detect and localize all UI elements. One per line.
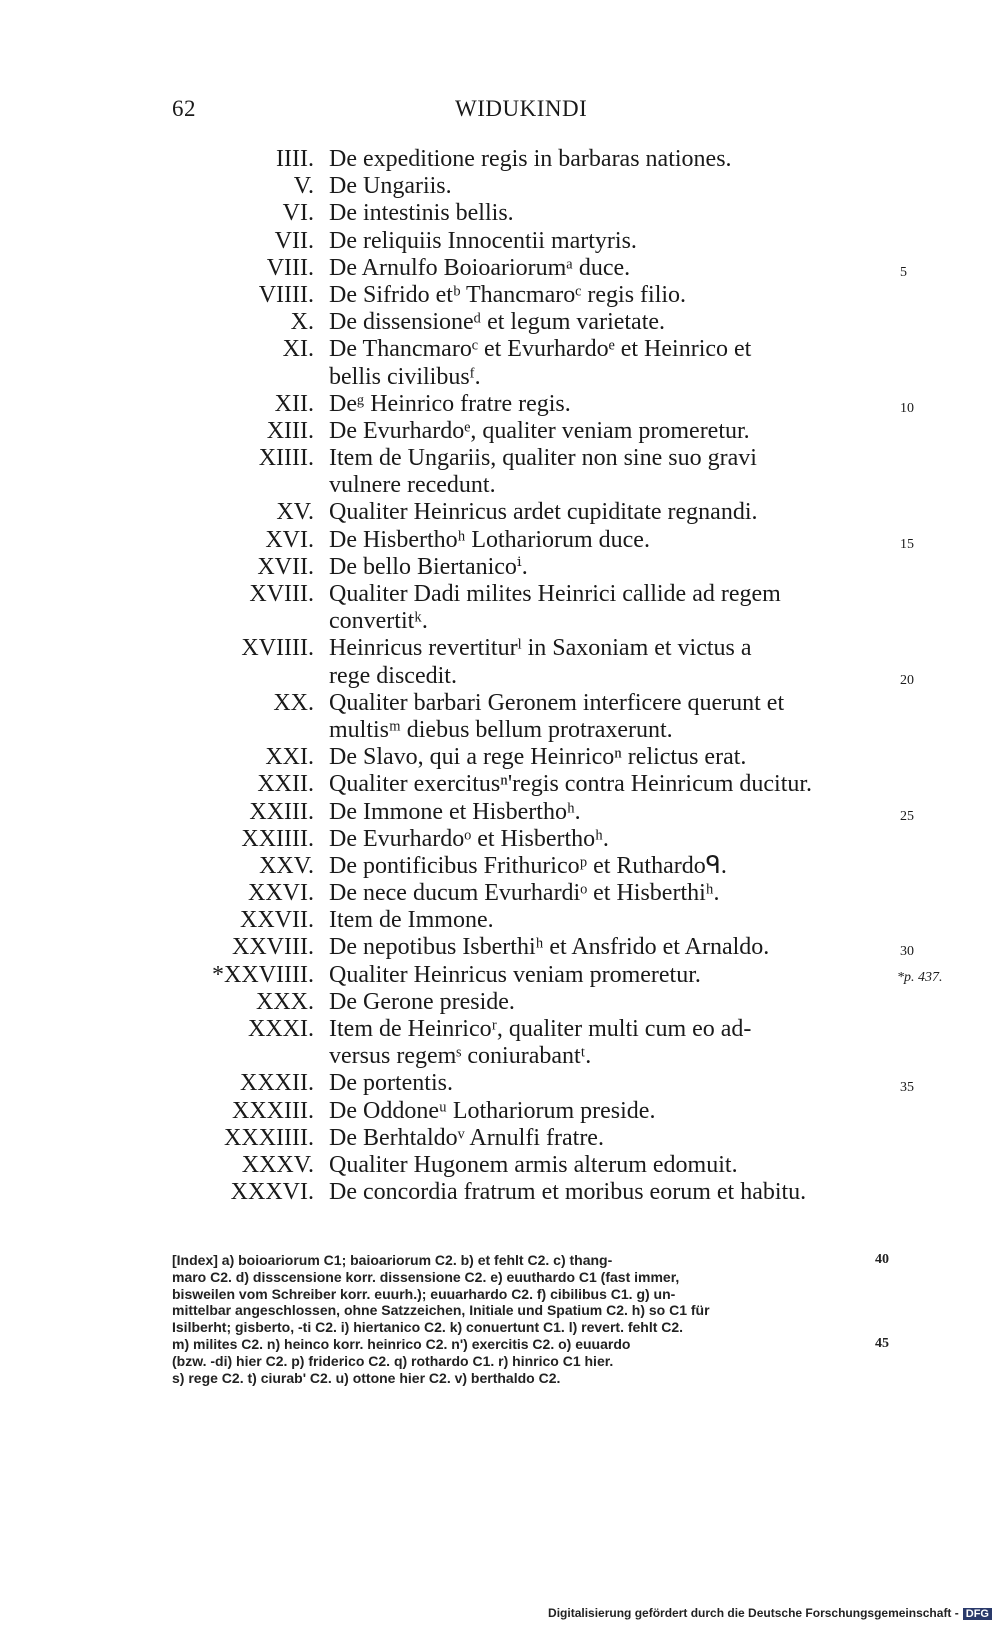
margin-page-note: *p. 437. bbox=[897, 969, 943, 985]
chapter-number: XXVIII. bbox=[232, 934, 314, 961]
chapter-number: XXI. bbox=[265, 744, 314, 771]
index-entry bbox=[0, 1043, 1000, 1070]
index-entry bbox=[0, 880, 1000, 907]
index-entry bbox=[0, 527, 1000, 554]
chapter-title: Item de Ungariis, qualiter non sine suo gravi bbox=[329, 445, 757, 472]
index-entry bbox=[0, 717, 1000, 744]
index-entry bbox=[0, 499, 1000, 526]
chapter-number: XXXII. bbox=[240, 1070, 314, 1097]
footer-credit bbox=[548, 1606, 992, 1620]
index-entry bbox=[0, 472, 1000, 499]
chapter-title: De reliquiis Innocentii martyris. bbox=[329, 227, 637, 254]
index-entry bbox=[0, 635, 1000, 662]
chapter-title: De bello Biertanicoⁱ. bbox=[329, 553, 528, 580]
footnote-text: maro C2. d) disscensione korr. dissensione C2. e) euuthardo C1 (fast immer, bbox=[172, 1268, 680, 1285]
footnote-line bbox=[172, 1353, 892, 1370]
chapter-number: VI. bbox=[282, 200, 314, 227]
footnote-line bbox=[172, 1319, 892, 1336]
index-entry bbox=[0, 418, 1000, 445]
index-entry bbox=[0, 173, 1000, 200]
index-entry bbox=[0, 1152, 1000, 1179]
chapter-number: XII. bbox=[274, 390, 314, 417]
index-entry bbox=[0, 391, 1000, 418]
footnote-text: (bzw. -di) hier C2. p) friderico C2. q) rothardo C1. r) hinrico C1 hier. bbox=[172, 1352, 614, 1369]
chapter-title: De nepotibus Isberthiʰ et Ansfrido et Arnaldo. bbox=[329, 934, 770, 961]
chapter-title: Qualiter exercitusⁿ'regis contra Heinricum ducitur. bbox=[329, 771, 813, 798]
chapter-number: XVIIII. bbox=[241, 635, 314, 662]
index-entry bbox=[0, 309, 1000, 336]
footnote-text: bisweilen vom Schreiber korr. euurh.); euuarhardo C2. f) cibilibus C1. g) un- bbox=[172, 1285, 676, 1302]
footnote-line bbox=[172, 1370, 892, 1387]
footnote-line bbox=[172, 1302, 892, 1319]
chapter-number: XXXV. bbox=[241, 1151, 314, 1178]
chapter-title: Item de Heinricoʳ, qualiter multi cum eo ad- bbox=[329, 1016, 752, 1042]
index-entry bbox=[0, 255, 1000, 282]
chapter-number: XIIII. bbox=[258, 445, 314, 472]
chapter-number: XI. bbox=[282, 336, 314, 363]
chapter-title: De Evurhardoᵒ et Hisberthoʰ. bbox=[329, 825, 609, 852]
footnote-text: mittelbar angeschlossen, ohne Satzzeichen, Initiale und Spatium C2. h) so C1 für bbox=[172, 1302, 710, 1319]
index-entry bbox=[0, 200, 1000, 227]
index-entry bbox=[0, 799, 1000, 826]
chapter-number: XXXVI. bbox=[230, 1179, 314, 1206]
margin-line-number: 20 bbox=[900, 672, 914, 688]
margin-line-number: 10 bbox=[900, 400, 914, 416]
index-entry bbox=[0, 1016, 1000, 1043]
chapter-title: Item de Immone. bbox=[329, 907, 494, 934]
chapter-number: XXXIIII. bbox=[224, 1124, 314, 1151]
chapter-title: De Arnulfo Boioariorumᵃ duce. bbox=[329, 254, 631, 281]
margin-line-number: 30 bbox=[900, 944, 914, 960]
index-entry bbox=[0, 336, 1000, 363]
dfg-logo: DFG bbox=[963, 1608, 992, 1620]
chapter-title: De Immone et Hisberthoʰ. bbox=[329, 798, 581, 825]
footnote-text: [Index] a) boioariorum C1; baioariorum C2. b) et fehlt C2. c) thang- bbox=[172, 1252, 613, 1268]
chapter-number: XXX. bbox=[256, 988, 314, 1015]
index-entry bbox=[0, 282, 1000, 309]
footnote-line bbox=[172, 1336, 892, 1353]
chapter-number: *XXVIIII. bbox=[212, 961, 314, 988]
chapter-title: De Thancmaroᶜ et Evurhardoᵉ et Heinrico et bbox=[329, 336, 752, 363]
margin-line-number: 40 bbox=[875, 1252, 889, 1267]
chapter-number: XXXIII. bbox=[232, 1097, 314, 1124]
index-entry bbox=[0, 744, 1000, 771]
chapter-title: Qualiter barbari Geronem interficere querunt et bbox=[329, 689, 785, 716]
footnotes bbox=[172, 1252, 892, 1386]
chapter-title: De Hisberthoʰ Lothariorum duce. bbox=[329, 526, 650, 553]
index-entry bbox=[0, 826, 1000, 853]
chapter-title: De Sifrido etᵇ Thancmaroᶜ regis filio. bbox=[329, 281, 687, 308]
index-entry bbox=[0, 1070, 1000, 1097]
chapter-title: De Oddoneᵘ Lothariorum preside. bbox=[329, 1097, 656, 1124]
chapter-number: X. bbox=[290, 309, 314, 336]
margin-line-number: 15 bbox=[900, 536, 914, 552]
footnote-text: m) milites C2. n) heinco korr. heinrico C2. n') exercitis C2. o) euuardo bbox=[172, 1335, 631, 1352]
chapter-title: vulnere recedunt. bbox=[329, 472, 496, 499]
chapter-number: XV. bbox=[276, 499, 314, 526]
chapter-number: XXVI. bbox=[248, 880, 314, 907]
chapter-number: XX. bbox=[273, 689, 314, 716]
chapter-number: XVII. bbox=[257, 553, 314, 580]
chapter-title: multisᵐ diebus bellum protraxerunt. bbox=[329, 716, 673, 743]
chapter-title: bellis civilibusᶠ. bbox=[329, 363, 481, 390]
chapter-title: De pontificibus Frithuricoᵖ et Ruthardoᑫ. bbox=[329, 852, 727, 879]
index-entry bbox=[0, 1125, 1000, 1152]
index-entry bbox=[0, 146, 1000, 173]
index-entry bbox=[0, 690, 1000, 717]
chapter-number: V. bbox=[293, 173, 314, 200]
footnote-line bbox=[172, 1286, 892, 1303]
chapter-number: XXII. bbox=[257, 771, 314, 798]
index-entry bbox=[0, 771, 1000, 798]
chapter-title: De portentis. bbox=[329, 1070, 453, 1097]
chapter-number: XXIIII. bbox=[241, 825, 314, 852]
chapter-title: De Slavo, qui a rege Heinricoⁿ relictus erat. bbox=[329, 744, 747, 771]
chapter-number: XIII. bbox=[266, 417, 314, 444]
chapter-title: De intestinis bellis. bbox=[329, 200, 514, 227]
chapter-title: convertitᵏ. bbox=[329, 608, 428, 635]
chapter-title: De nece ducum Evurhardiᵒ et Hisberthiʰ. bbox=[329, 880, 720, 907]
chapter-title: De Evurhardoᵉ, qualiter veniam promeretur. bbox=[329, 417, 750, 444]
chapter-title: De concordia fratrum et moribus eorum et habitu. bbox=[329, 1179, 807, 1206]
index-entry bbox=[0, 989, 1000, 1016]
chapter-number: XXXI. bbox=[248, 1016, 314, 1042]
index-entry bbox=[0, 962, 1000, 989]
chapter-title: Heinricus revertiturˡ in Saxoniam et victus a bbox=[329, 635, 752, 662]
margin-line-number: 35 bbox=[900, 1080, 914, 1096]
footnote-text: s) rege C2. t) ciurab' C2. u) ottone hier C2. v) berthaldo C2. bbox=[172, 1369, 561, 1386]
index-entry bbox=[0, 364, 1000, 391]
footer-text: Digitalisierung gefördert durch die Deutsche Forschungsgemeinschaft - bbox=[548, 1606, 959, 1620]
chapter-title: Deᵍ Heinrico fratre regis. bbox=[329, 390, 571, 417]
chapter-title: Qualiter Dadi milites Heinrici callide ad regem bbox=[329, 581, 781, 607]
index-entry bbox=[0, 228, 1000, 255]
chapter-title: De Gerone preside. bbox=[329, 988, 515, 1015]
chapter-number: XVIII. bbox=[249, 581, 314, 607]
margin-line-number: 45 bbox=[875, 1335, 889, 1351]
chapter-number: XXIII. bbox=[249, 798, 314, 825]
index-entry bbox=[0, 853, 1000, 880]
index-entry bbox=[0, 663, 1000, 690]
chapter-title: Qualiter Heinricus veniam promeretur. bbox=[329, 961, 701, 988]
chapter-title: De Berhtaldoᵛ Arnulfi fratre. bbox=[329, 1124, 604, 1151]
chapter-number: VIIII. bbox=[258, 281, 314, 308]
running-title: WIDUKINDI bbox=[455, 96, 588, 121]
margin-line-number: 5 bbox=[900, 264, 907, 280]
chapter-number: IIII. bbox=[276, 146, 314, 172]
page-number: 62 bbox=[172, 96, 196, 121]
index-entry bbox=[0, 445, 1000, 472]
index-entry bbox=[0, 1098, 1000, 1125]
chapter-number: XVI. bbox=[265, 526, 314, 553]
index-entry bbox=[0, 581, 1000, 608]
index-entry bbox=[0, 934, 1000, 961]
chapter-title: versus regemˢ coniurabantᵗ. bbox=[329, 1043, 592, 1070]
index-entry bbox=[0, 1179, 1000, 1206]
index-entry bbox=[0, 554, 1000, 581]
chapter-title: De expeditione regis in barbaras nationes. bbox=[329, 146, 732, 172]
chapter-title: rege discedit. bbox=[329, 662, 457, 689]
index-entry bbox=[0, 608, 1000, 635]
chapter-number: VII. bbox=[274, 227, 314, 254]
footnote-text: Isilberht; gisberto, -ti C2. i) hiertanico C2. k) conuertunt C1. l) revert. fehlt C2. bbox=[172, 1319, 684, 1336]
chapter-number: XXV. bbox=[259, 852, 314, 879]
chapter-title: De dissensioneᵈ et legum varietate. bbox=[329, 309, 666, 336]
chapter-number: XXVII. bbox=[240, 907, 314, 934]
footnote-line bbox=[172, 1252, 892, 1269]
chapter-index-list bbox=[0, 146, 1000, 1206]
margin-line-number: 25 bbox=[900, 808, 914, 824]
chapter-number: VIII. bbox=[266, 254, 314, 281]
chapter-title: De Ungariis. bbox=[329, 173, 452, 200]
chapter-title: Qualiter Heinricus ardet cupiditate regnandi. bbox=[329, 499, 758, 526]
index-entry bbox=[0, 907, 1000, 934]
chapter-title: Qualiter Hugonem armis alterum edomuit. bbox=[329, 1151, 738, 1178]
footnote-line bbox=[172, 1269, 892, 1286]
